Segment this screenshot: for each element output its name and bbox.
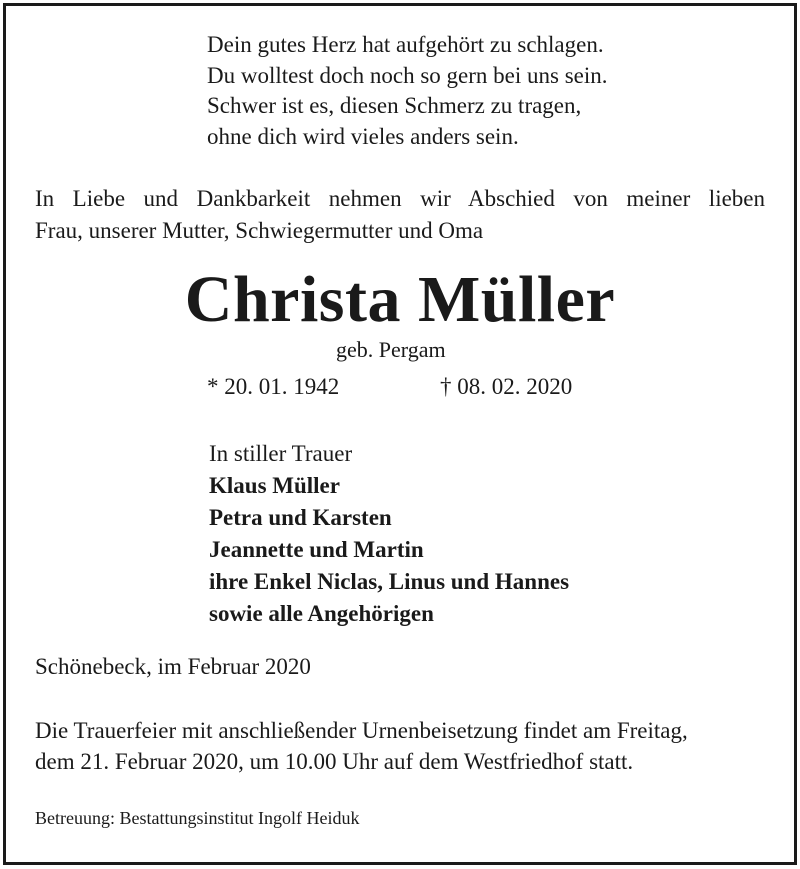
mourners-list [209,438,569,630]
intro-line: In Liebe und Dankbarkeit nehmen wir Abschied von meiner lieben [35,186,765,211]
farewell-intro [35,183,765,247]
death-date: † 08. 02. 2020 [440,374,573,399]
poem-line: Dein gutes Herz hat aufgehört zu schlagen. [207,32,604,57]
mourner-name: sowie alle Angehörigen [209,601,434,626]
maiden-name: geb. Pergam [336,337,446,362]
poem-line: ohne dich wird vieles anders sein. [207,123,519,149]
birth-date: * 20. 01. 1942 [207,374,340,399]
funeral-service-info [35,715,745,777]
mourner-name: Klaus Müller [209,473,340,498]
poem-line: Du wolltest doch noch so gern bei uns sein. [207,62,608,88]
mourner-name: Petra und Karsten [209,505,392,530]
poem-line: Schwer ist es, diesen Schmerz zu tragen, [207,93,582,118]
mourners-heading: In stiller Trauer [209,441,353,466]
funeral-home-credit: Betreuung: Bestattungsinstitut Ingolf Heiduk [35,808,360,828]
mourner-name: Jeannette und Martin [209,537,424,562]
poem [207,30,608,152]
service-line: dem 21. Februar 2020, um 10.00 Uhr auf dem Westfriedhof statt. [35,749,634,774]
intro-line: Frau, unserer Mutter, Schwiegermutter und Oma [35,218,484,243]
place-date: Schönebeck, im Februar 2020 [35,654,311,679]
mourner-name: ihre Enkel Niclas, Linus und Hannes [209,569,570,594]
service-line: Die Trauerfeier mit anschließender Urnenbeisetzung findet am Freitag, [35,718,688,743]
deceased-name: Christa Müller [184,263,616,336]
